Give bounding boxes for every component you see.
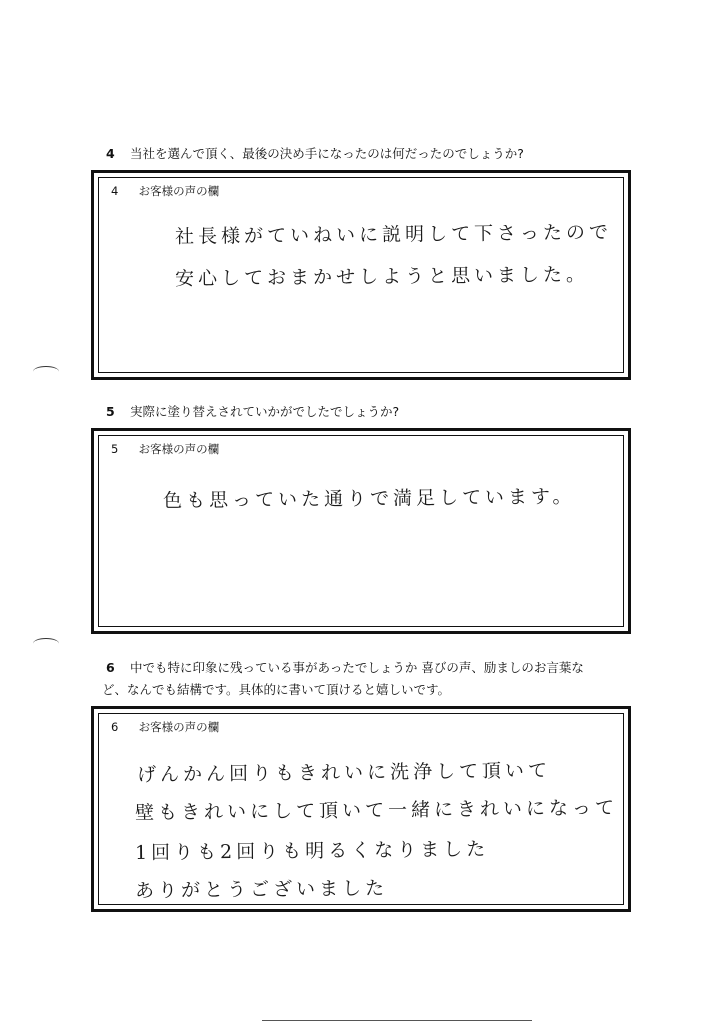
box-label xyxy=(111,719,219,735)
question-6-continued xyxy=(102,680,450,700)
question-text: ど、なんでも結構です。具体的に書いて頂けると嬉しいです。 xyxy=(102,682,451,697)
handwritten-line: 社長様がていねいに説明して下さったので xyxy=(174,221,613,248)
handwritten-line: 色も思っていた通りで満足しています。 xyxy=(162,485,576,512)
handwritten-line: 壁もきれいにして頂いて一緒にきれいになって xyxy=(134,796,619,824)
box-label-text: お客様の声の欄 xyxy=(138,720,220,734)
handwritten-line: 安心しておまかせしようと思いました。 xyxy=(174,263,590,290)
box-number: 6 xyxy=(111,720,119,734)
question-number: 5 xyxy=(106,404,115,419)
box-label-text: お客様の声の欄 xyxy=(138,184,220,198)
question-number: 6 xyxy=(106,660,115,675)
question-4 xyxy=(106,144,524,164)
handwritten-line: ありがとうございました xyxy=(134,877,389,902)
answer-box-inner xyxy=(98,713,624,905)
answer-box-inner xyxy=(98,435,624,627)
punch-hole-mark xyxy=(33,638,59,649)
question-number: 4 xyxy=(106,146,115,161)
box-label-text: お客様の声の欄 xyxy=(138,442,220,456)
box-label xyxy=(111,441,219,457)
answer-box-4 xyxy=(91,170,631,380)
question-5 xyxy=(106,402,399,422)
question-text: 当社を選んで頂く、最後の決め手になったのは何だったのでしょうか? xyxy=(129,146,524,161)
question-text: 実際に塗り替えされていかがでしたでしょうか? xyxy=(129,404,400,419)
footer-divider xyxy=(262,1020,532,1021)
question-text: 中でも特に印象に残っている事があったでしょうか 喜びの声、励ましのお言葉な xyxy=(129,660,584,675)
box-number: 4 xyxy=(111,184,119,198)
box-label xyxy=(111,183,219,199)
answer-box-6 xyxy=(91,706,631,912)
box-number: 5 xyxy=(111,442,119,456)
answer-box-inner xyxy=(98,177,624,373)
handwritten-line: 1回りも2回りも明るくなりました xyxy=(134,838,490,864)
answer-box-5 xyxy=(91,428,631,634)
punch-hole-mark xyxy=(33,366,59,377)
question-6 xyxy=(106,658,584,678)
handwritten-line: げんかん回りもきれいに洗浄して頂いて xyxy=(136,759,552,786)
